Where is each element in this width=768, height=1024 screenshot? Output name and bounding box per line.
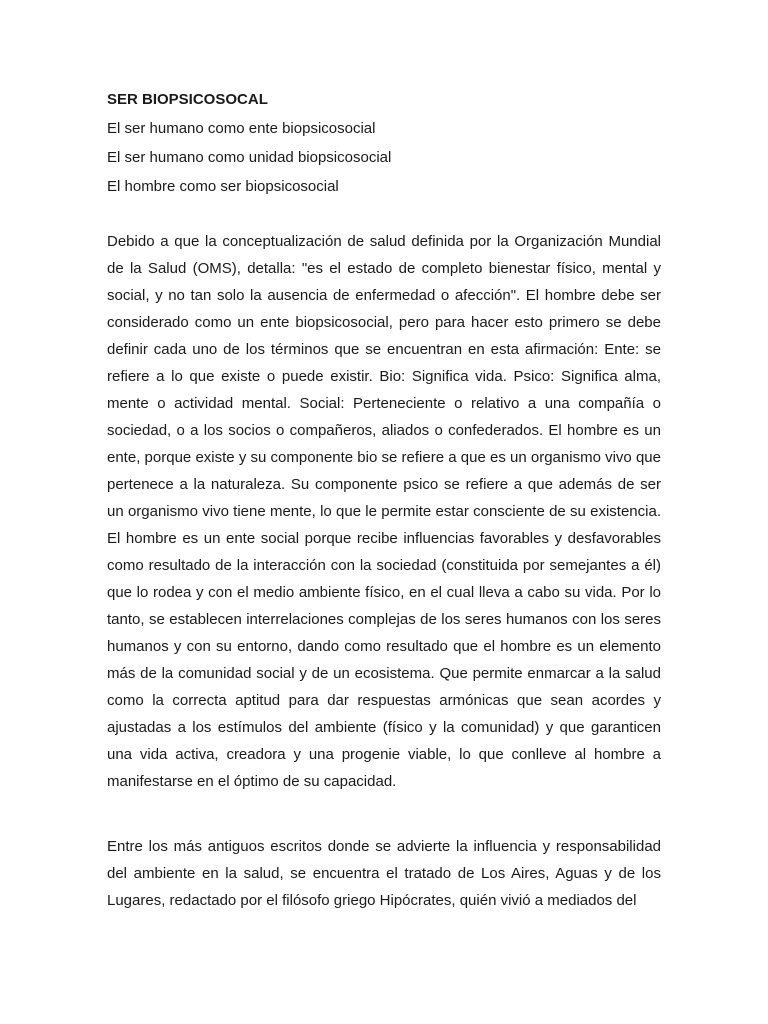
subtitle-hombre: El hombre como ser biopsicosocial <box>107 178 339 195</box>
document-body <box>107 90 661 914</box>
subtitle-unidad: El ser humano como unidad biopsicosocial <box>107 149 392 166</box>
paragraph-hipocrates: Entre los más antiguos escritos donde se advierte la influencia y responsabilidad del ambiente en la salud, se encuentra el tratado de Los Aires, Aguas y de los Lugares, redactado por el filósofo griego Hipócrates, quién vivió a mediados del <box>107 838 661 909</box>
document-title: SER BIOPSICOSOCAL <box>107 91 268 108</box>
subtitle-ente: El ser humano como ente biopsicosocial <box>107 120 376 137</box>
paragraph-oms-definition: Debido a que la conceptualización de salud definida por la Organización Mundial de la Salud (OMS), detalla: "es el estado de completo bienestar físico, mental y social, y no tan solo la ausencia de enfermedad o afección". El hombre debe ser considerado como un ente biopsicosocial, pero para hacer esto primero se debe definir cada uno de los términos que se encuentran en esta afirmación: Ente: se refiere a lo que existe o puede existir. Bio: Significa vida. Psico: Significa alma, mente o actividad mental. Social: Perteneciente o relativo a una compañía o sociedad, o a los socios o compañeros, aliados o confederados. El hombre es un ente, porque existe y su componente bio se refiere a que es un organismo vivo que pertenece a la naturaleza. Su componente psico se refiere a que además de ser un organismo vivo tiene mente, lo que le permite estar consciente de su existencia. El hombre es un ente social porque recibe influencias favorables y desfavorables como resultado de la interacción con la sociedad (constituida por semejantes a él) que lo rodea y con el medio ambiente físico, en el cual lleva a cabo su vida. Por lo tanto, se establecen interrelaciones complejas de los seres humanos con los seres humanos y con su entorno, dando como resultado que el hombre es un elemento más de la comunidad social y de un ecosistema. Que permite enmarcar a la salud como la correcta aptitud para dar respuestas armónicas que sean acordes y ajustadas a los estímulos del ambiente (físico y la comunidad) y que garanticen una vida activa, creadora y una progenie viable, lo que conlleve al hombre a manifestarse en el óptimo de su capacidad. <box>107 233 661 790</box>
